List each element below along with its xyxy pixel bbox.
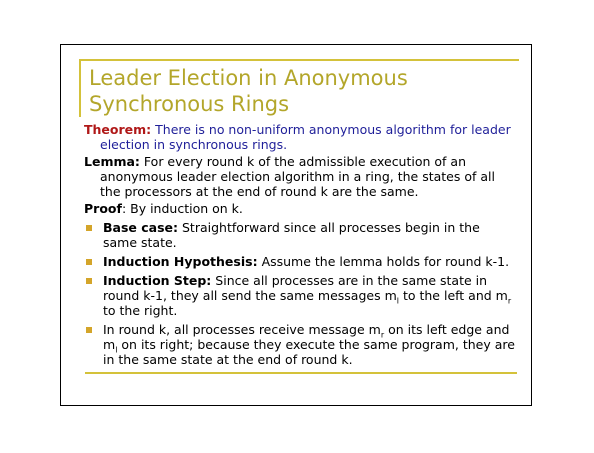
slide-title-line-1: Leader Election in Anonymous	[89, 66, 408, 90]
induction-step-label: Induction Step:	[103, 273, 212, 288]
slide-body	[84, 122, 516, 371]
slide-title-line-2: Synchronous Rings	[89, 92, 290, 116]
induction-step-text-b: to the left and m	[398, 288, 508, 303]
subscript-l: l	[396, 296, 399, 306]
square-bullet-icon	[86, 259, 92, 265]
lemma-label: Lemma:	[84, 154, 140, 169]
induction-hypothesis-label: Induction Hypothesis:	[103, 254, 258, 269]
square-bullet-icon	[86, 327, 92, 333]
slide-title	[89, 65, 408, 117]
subscript-r: r	[380, 330, 385, 340]
lemma-paragraph	[84, 154, 516, 199]
induction-step-text-a: Since all processes are in the same state in round k-1, they all send the same messages m	[103, 273, 488, 303]
lemma-text: For every round k of the admissible execution of an anonymous leader election algorithm in a ring, the states of all the processors at the end of round k are the same.	[100, 154, 495, 199]
base-case-text: Straightforward since all processes begin in the same state.	[103, 220, 480, 250]
bottom-accent-rule	[85, 372, 517, 374]
proof-paragraph	[84, 201, 516, 216]
square-bullet-icon	[86, 225, 92, 231]
round-k-text-c: on its right; because they execute the same program, they are in the same state at the end of round k.	[103, 337, 515, 367]
theorem-paragraph	[84, 122, 516, 152]
bullet-round-k	[84, 322, 516, 367]
proof-text: : By induction on k.	[121, 201, 243, 216]
title-accent-vertical-rule	[79, 59, 81, 117]
theorem-label: Theorem:	[84, 122, 152, 137]
bullet-induction-step	[84, 273, 516, 318]
square-bullet-icon	[86, 278, 92, 284]
round-k-text-a: In round k, all processes receive message m	[103, 322, 381, 337]
slide	[60, 44, 532, 406]
round-k-text-b: on its left edge and m	[103, 322, 510, 352]
title-accent-horizontal-rule	[79, 59, 519, 61]
bullet-induction-hypothesis	[84, 254, 516, 269]
bullet-base-case	[84, 220, 516, 250]
base-case-label: Base case:	[103, 220, 178, 235]
induction-hypothesis-text: Assume the lemma holds for round k-1.	[261, 254, 510, 269]
proof-label: Proof	[84, 201, 122, 216]
proof-bullet-list	[84, 220, 516, 367]
subscript-r: r	[507, 296, 512, 306]
induction-step-text-c: to the right.	[103, 303, 178, 318]
theorem-text: There is no non-uniform anonymous algorithm for leader election in synchronous rings.	[100, 122, 511, 152]
subscript-l: l	[115, 345, 118, 355]
